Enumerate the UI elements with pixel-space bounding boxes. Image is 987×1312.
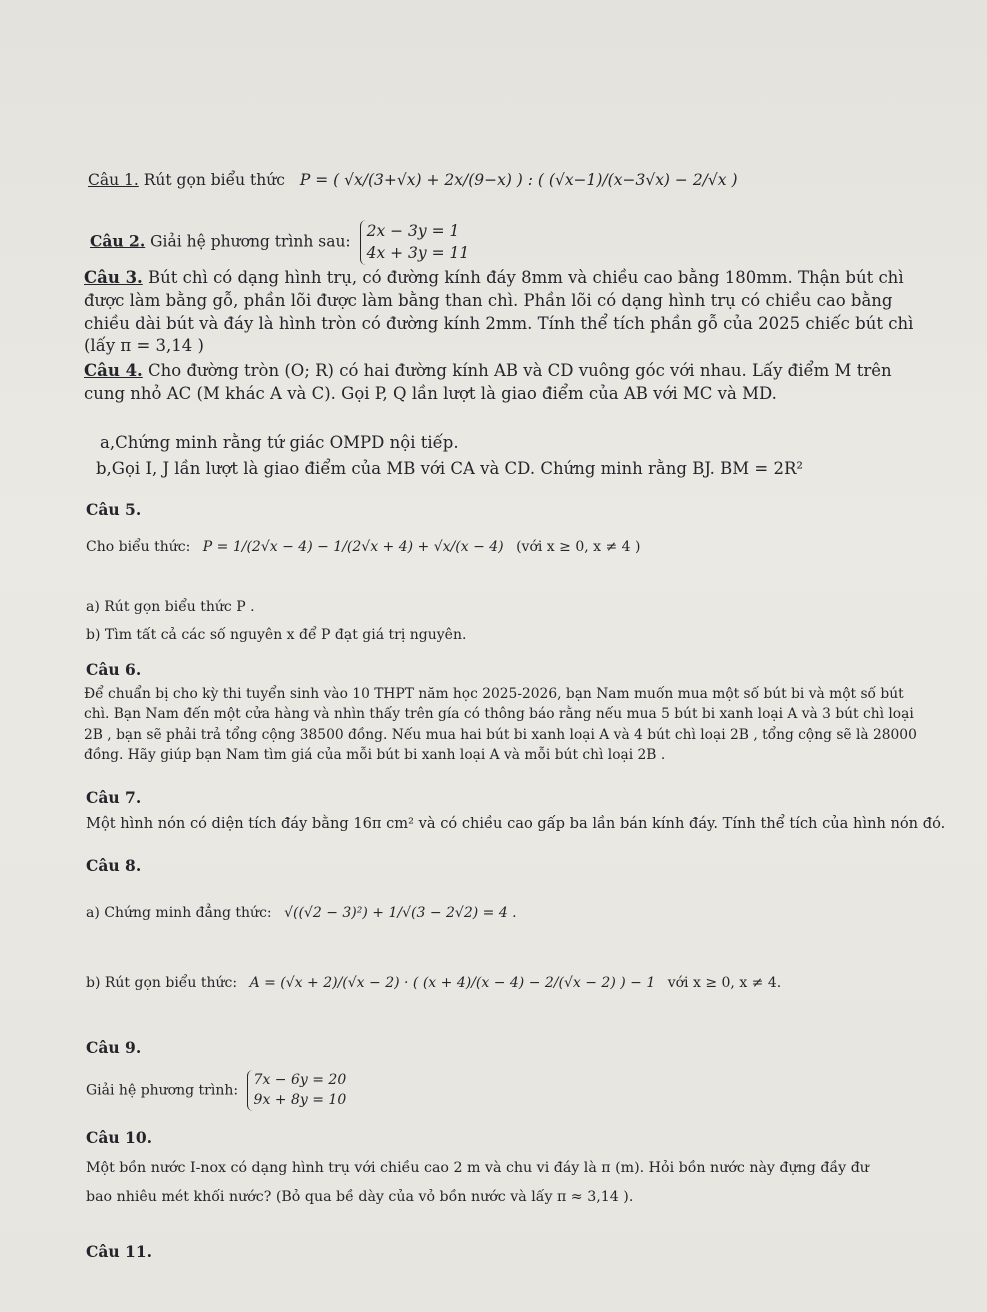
question-9-eq1: 7x − 6y = 20	[253, 1072, 347, 1088]
question-5-part-a: a) Rút gọn biểu thức P .	[86, 599, 255, 615]
question-5-intro: Cho biểu thức:	[86, 539, 191, 555]
question-4	[84, 360, 964, 406]
question-6-title: Câu 6.	[86, 660, 142, 679]
question-2-system	[360, 220, 470, 265]
question-3-title: Câu 3.	[84, 268, 143, 287]
question-7-text: Một hình nón có diện tích đáy bằng 16π cm² và có chiều cao gấp ba lần bán kính đáy. Tính thể tích của hình nón đó.	[86, 815, 946, 832]
question-3-line1: Bút chì có dạng hình trụ, có đường kính đáy 8mm và chiều cao bằng 180mm. Thận bút chì	[148, 268, 904, 287]
question-1-title: Câu 1.	[88, 171, 139, 189]
question-10-body	[86, 1154, 981, 1212]
question-9-system	[247, 1070, 347, 1111]
question-6-line4: đồng. Hãy giúp bạn Nam tìm giá của mỗi bút bi xanh loại A và mỗi bút chì loại 2B .	[84, 747, 666, 764]
question-4-line2: cung nhỏ AC (M khác A và C). Gọi P, Q lần lượt là giao điểm của AB với MC và MD.	[84, 383, 777, 403]
question-2-eq2: 4x + 3y = 11	[366, 244, 470, 263]
question-4-part-a: a,Chứng minh rằng tứ giác OMPD nội tiếp.	[100, 433, 459, 452]
question-8-a-text: a) Chứng minh đẳng thức:	[86, 905, 272, 921]
question-2-title: Câu 2.	[90, 231, 146, 251]
question-9-title: Câu 9.	[86, 1038, 142, 1057]
question-8-b-formula: A = (√x + 2)/(√x − 2) · ( (x + 4)/(x − 4) − 2/(√x − 2) ) − 1	[249, 975, 656, 991]
question-4-line1: Cho đường tròn (O; R) có hai đường kính AB và CD vuông góc với nhau. Lấy điểm M trên	[148, 361, 892, 380]
question-1	[88, 170, 738, 191]
question-6-body	[84, 684, 984, 766]
question-3-line2: được làm bằng gỗ, phần lõi được làm bằng than chì. Phần lõi có dạng hình trụ có chiều cao bằng	[84, 290, 893, 310]
question-9-body	[86, 1070, 346, 1111]
question-7-title: Câu 7.	[86, 788, 142, 807]
question-8-b-condition: với x ≥ 0, x ≠ 4.	[667, 975, 782, 991]
question-3-line3: chiều dài bút và đáy là hình tròn có đường kính 2mm. Tính thể tích phần gỗ của 2025 chiếc bút chì	[84, 313, 914, 333]
question-11-title: Câu 11.	[86, 1242, 153, 1261]
question-10-line2: bao nhiêu mét khối nước? (Bỏ qua bề dày của vỏ bồn nước và lấy π ≈ 3,14 ).	[86, 1189, 634, 1206]
question-2	[90, 220, 469, 265]
question-2-text: Giải hệ phương trình sau:	[150, 232, 351, 251]
question-4-part-b: b,Gọi I, J lần lượt là giao điểm của MB với CA và CD. Chứng minh rằng BJ. BM = 2R²	[96, 459, 804, 478]
question-6-line3: 2B , bạn sẽ phải trả tổng cộng 38500 đồng. Nếu mua hai bút bi xanh loại A và 4 bút chì loại 2B , tổng cộng sẽ là 28000	[84, 726, 917, 743]
question-4-title: Câu 4.	[84, 361, 143, 380]
question-9-text: Giải hệ phương trình:	[86, 1082, 239, 1099]
question-5-part-b: b) Tìm tất cả các số nguyên x để P đạt giá trị nguyên.	[86, 627, 467, 643]
question-8-a-formula: √((√2 − 3)²) + 1/√(3 − 2√2) = 4 .	[284, 905, 517, 921]
question-6-line1: Để chuẩn bị cho kỳ thi tuyển sinh vào 10 THPT năm học 2025-2026, bạn Nam muốn mua một số bút bi và một số bút	[84, 686, 904, 702]
question-5-condition: (với x ≥ 0, x ≠ 4 )	[516, 539, 641, 555]
question-1-formula: P = ( √x/(3+√x) + 2x/(9−x) ) : ( (√x−1)/(x−3√x) − 2/√x )	[299, 171, 738, 189]
question-5-expression	[86, 538, 641, 557]
question-5-title: Câu 5.	[86, 500, 142, 519]
question-2-eq1: 2x − 3y = 1	[366, 222, 460, 240]
question-10-title: Câu 10.	[86, 1128, 153, 1147]
question-9-eq2: 9x + 8y = 10	[253, 1092, 347, 1109]
question-8-title: Câu 8.	[86, 856, 142, 875]
question-3-line4: (lấy π = 3,14 )	[84, 336, 204, 356]
question-6-line2: chì. Bạn Nam đến một cửa hàng và nhìn thấy trên gía có thông báo rằng nếu mua 5 bút bi xanh loại A và 3 bút chì loại	[84, 706, 914, 723]
question-8-part-a	[86, 904, 517, 923]
question-5-formula: P = 1/(2√x − 4) − 1/(2√x + 4) + √x/(x − 4)	[202, 539, 504, 555]
question-8-b-text: b) Rút gọn biểu thức:	[86, 975, 238, 991]
question-8-part-b	[86, 974, 781, 993]
question-3	[84, 267, 964, 358]
question-1-text: Rút gọn biểu thức	[143, 171, 285, 189]
question-10-line1: Một bồn nước I-nox có dạng hình trụ với chiều cao 2 m và chu vi đáy là π (m). Hỏi bồn nước này đựng đầy đư	[86, 1160, 869, 1176]
